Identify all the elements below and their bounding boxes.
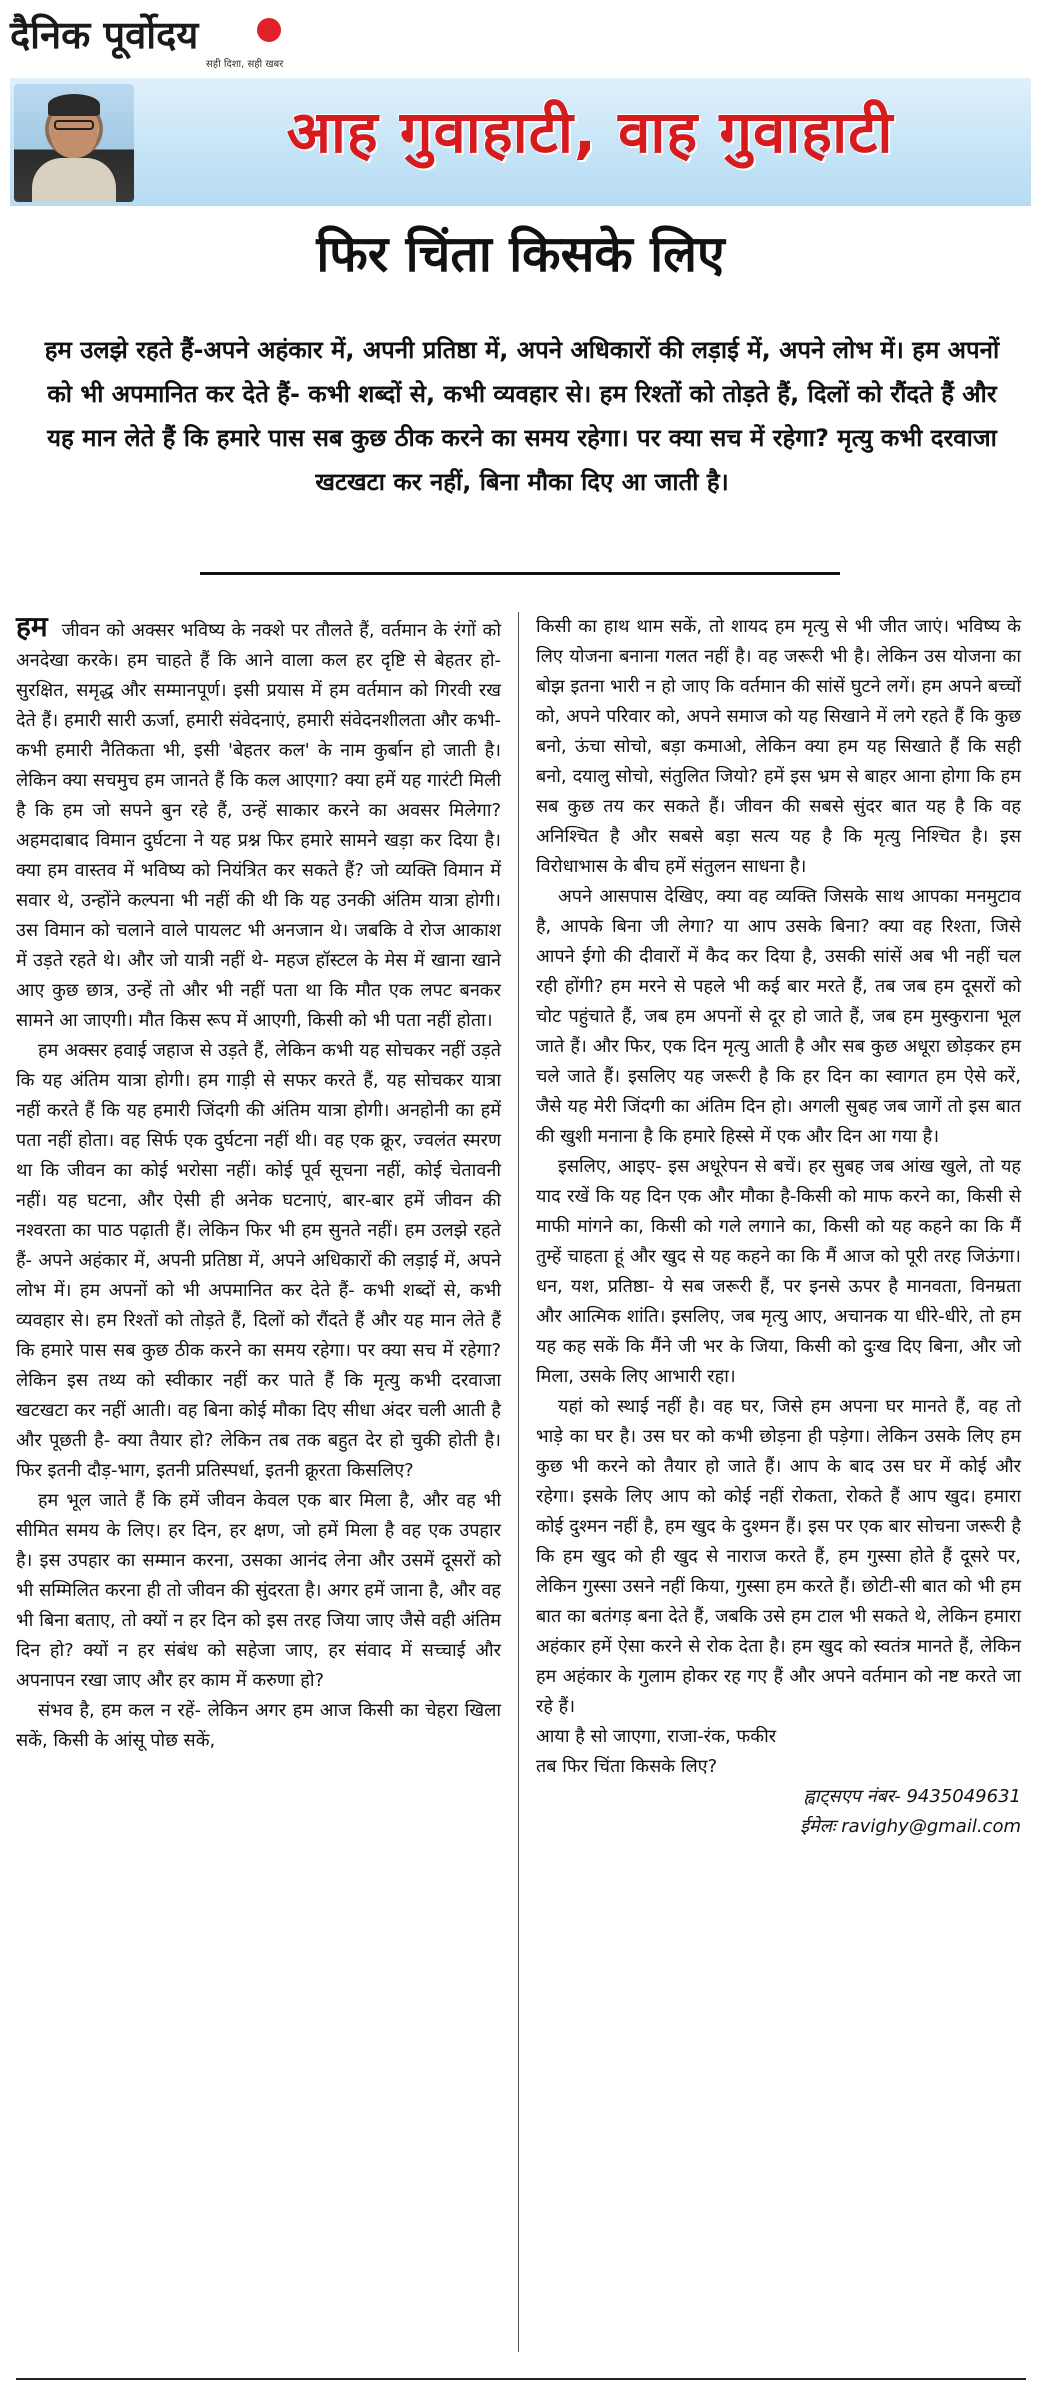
logo-dot-icon — [257, 18, 281, 42]
paragraph: हम अक्सर हवाई जहाज से उड़ते हैं, लेकिन कभी यह सोचकर नहीं उड़ते कि यह अंतिम यात्रा होगी। हम गाड़ी से सफर करते हैं, यह सोचकर यात्रा नहीं करते हैं कि यह हमारी जिंदगी की अंतिम यात्रा होगी। अनहोनी का हमें पता नहीं होता। वह सिर्फ एक दुर्घटना नहीं थी। वह एक क्रूर, ज्वलंत स्मरण था कि जीवन का कोई भरोसा नहीं। कोई पूर्व सूचना नहीं, कोई चेतावनी नहीं। यह घटना, और ऐसी ही अनेक घटनाएं, बार-बार हमें जीवन की नश्वरता का पाठ पढ़ाती हैं। लेकिन फिर भी हम सुनते नहीं। हम उलझे रहते हैं- अपने अहंकार में, अपनी प्रतिष्ठा में, अपने अधिकारों की लड़ाई में, अपने लोभ में। हम अपनों को भी अपमानित कर देते हैं- कभी शब्दों से, कभी व्यवहार से। हम रिश्तों को तोड़ते हैं, दिलों को रौंदते हैं और यह मान लेते हैं कि हमारे पास सब कुछ ठीक करने का समय रहेगा। पर क्या सच में रहेगा? लेकिन इस तथ्य को स्वीकार नहीं कर पाते हैं कि मृत्यु कभी दरवाजा खटखटा कर नहीं आती। वह बिना कोई मौका दिए सीधा अंदर चली आती है और पूछती है- क्या तैयार हो? लेकिन तब तक बहुत देर हो चुकी होती है। फिर इतनी दौड़-भाग, इतनी प्रतिस्पर्धा, इतनी क्रूरता किसलिए? — [16, 1040, 501, 1481]
paragraph-text: जीवन को अक्सर भविष्य के नक्शे पर तौलते हैं, वर्तमान के रंगों को अनदेखा करके। हम चाहते हैं कि आने वाला कल हर दृष्टि से बेहतर हो-सुरक्षित, समृद्ध और सम्मानपूर्ण। इसी प्रयास में हम वर्तमान को गिरवी रख देते हैं। हमारी सारी ऊर्जा, हमारी संवेदनाएं, हमारी संवेदनशीलता और कभी-कभी हमारी नैतिकता भी, इसी 'बेहतर कल' के नाम कुर्बान हो जाती है। लेकिन क्या सचमुच हम जानते हैं कि कल आएगा? क्या हमें यह गारंटी मिली है कि हम जो सपने बुन रहे हैं, उन्हें साकार करने का अवसर मिलेगा? अहमदाबाद विमान दुर्घटना ने यह प्रश्न फिर हमारे सामने खड़ा कर दिया है। क्या हम वास्तव में भविष्य को नियंत्रित कर सकते हैं? जो व्यक्ति विमान में सवार थे, उन्होंने कल्पना भी नहीं की थी कि यह उनकी अंतिम यात्रा होगी। उस विमान को चलाने वाले पायलट भी अनजान थे। जबकि वे रोज आकाश में उड़ते रहते थे। और जो यात्री नहीं थे- महज हॉस्टल के मेस में खाना खाने आए कुछ छात्र, उन्हें तो और भी नहीं पता था कि मौत एक लपट बनकर सामने आ जाएगी। मौत किस रूप में आएगी, किसी को भी पता नहीं होता। — [16, 620, 501, 1031]
article-headline: फिर चिंता किसके लिए — [316, 225, 725, 283]
paragraph: अपने आसपास देखिए, क्या वह व्यक्ति जिसके साथ आपका मनमुटाव है, आपके बिना जी लेगा? या आप उसके बिना? क्या वह रिश्ता, जिसे आपने ईगो की दीवारों में कैद कर दिया है, उसकी सांसें अब भी नहीं चल रही होंगी? हम मरने से पहले भी कई बार मरते हैं, तब जब हम दूसरों को चोट पहुंचाते हैं, जब हम अपनों से दूर हो जाते हैं, जब हम मुस्कुराना भूल जाते हैं। और फिर, एक दिन मृत्यु आती है और सब कुछ अधूरा छोड़कर हम चले जाते हैं। इसलिए यह जरूरी है कि हर दिन का स्वागत हम ऐसे करें, जैसे यह मेरी जिंदगी का अंतिम दिन हो। अगली सुबह जब जागें तो इस बात की खुशी मनाना है कि हमारे हिस्से में एक और दिन आ गया है। — [536, 886, 1021, 1147]
masthead — [10, 6, 1031, 70]
article-body — [16, 612, 1026, 2352]
footer-rule — [16, 2378, 1026, 2380]
drop-word: हम — [16, 610, 48, 643]
whatsapp-number[interactable]: ह्वाट्सएप नंबर- 9435049631 — [803, 1786, 1021, 1807]
email-address[interactable]: ईमेलः ravighy@gmail.com — [800, 1816, 1021, 1837]
paragraph: इसलिए, आइए- इस अधूरेपन से बचें। हर सुबह जब आंख खुले, तो यह याद रखें कि यह दिन एक और मौका है-किसी को माफ करने का, किसी से माफी मांगने का, किसी को गले लगाने का, किसी को यह कहने का कि मैं तुम्हें चाहता हूं और खुद से यह कहने का कि मैं आज को पूरी तरह जिऊंगा। धन, यश, प्रतिष्ठा- ये सब जरूरी हैं, पर इनसे ऊपर है मानवता, विनम्रता और आत्मिक शांति। इसलिए, जब मृत्यु आए, अचानक या धीरे-धीरे, तो हम यह कह सकें कि मैंने जी भर के जिया, किसी को दुःख दिए बिना, और जो मिला, उसके लिए आभारी रहा। — [536, 1156, 1021, 1387]
author-shirt — [32, 158, 116, 202]
right-column — [536, 612, 1021, 2352]
glasses-icon — [54, 120, 94, 130]
paragraph: संभव है, हम कल न रहें- लेकिन अगर हम आज किसी का चेहरा खिला सकें, किसी के आंसू पोछ सकें, — [16, 1700, 501, 1751]
logo-tagline: सही दिशा, सही खबर — [206, 59, 284, 70]
intro-divider — [200, 572, 840, 575]
author-hair — [48, 94, 100, 116]
article-intro: हम उलझे रहते हैं-अपने अहंकार में, अपनी प्रतिष्ठा में, अपने अधिकारों की लड़ाई में, अपने लोभ में। हम अपनों को भी अपमानित कर देते हैं- कभी शब्दों से, कभी व्यवहार से। हम रिश्तों को तोड़ते हैं, दिलों को रौंदते हैं और यह मान लेते हैं कि हमारे पास सब कुछ ठीक करने का समय रहेगा। पर क्या सच में रहेगा? मृत्यु कभी दरवाजा खटखटा कर नहीं, बिना मौका दिए आ जाती है। — [44, 336, 1000, 496]
column-divider — [518, 612, 519, 2352]
paragraph: यहां को स्थाई नहीं है। वह घर, जिसे हम अपना घर मानते हैं, वह तो भाड़े का घर है। उस घर को कभी छोड़ना ही पड़ेगा। लेकिन उसके लिए हम कुछ भी करने को तैयार हो जाते हैं। आप के बाद उस घर में कोई और रहेगा। इसके लिए आप को कोई नहीं रोकता, रोकते हैं आप खुद। हमारा कोई दुश्मन नहीं है, हम खुद के दुश्मन हैं। इस पर एक बार सोचना जरूरी है कि हम खुद को ही खुद से नाराज करते हैं, हम गुस्सा होते हैं दूसरे पर, लेकिन गुस्सा उसने नहीं किया, गुस्सा हम करते हैं। छोटी-सी बात को भी हम बात का बतंगड़ बना देते हैं, जबकि उसे हम टाल भी सकते थे, लेकिन हमारा अहंकार हमें ऐसा करने से रोक देता है। हम खुद को स्वतंत्र मानते हैं, लेकिन हम अहंकार के गुलाम होकर रह गए हैं और अपने वर्तमान को नष्ट करते जा रहे हैं। — [536, 1396, 1021, 1717]
poem-line: तब फिर चिंता किसके लिए? — [536, 1756, 718, 1777]
paragraph: हम भूल जाते हैं कि हमें जीवन केवल एक बार मिला है, और वह भी सीमित समय के लिए। हर दिन, हर क्षण, जो हमें मिला है वह एक उपहार है। इस उपहार का सम्मान करना, उसका आनंद लेना और उसमें दूसरों को भी सम्मिलित करना ही तो जीवन की सुंदरता है। अगर हमें जाना है, और वह भी बिना बताए, तो क्यों न हर दिन को इस तरह जिया जाए जैसे वही अंतिम दिन हो? क्यों न हर संबंध को सहेजा जाए, हर संवाद में सच्चाई और अपनापन रखा जाए और हर काम में करुणा हो? — [16, 1490, 501, 1691]
author-photo — [14, 84, 134, 202]
column-title: आह गुवाहाटी, वाह गुवाहाटी — [286, 98, 894, 166]
poem-line: आया है सो जाएगा, राजा-रंक, फकीर — [536, 1726, 777, 1747]
paragraph: किसी का हाथ थाम सकें, तो शायद हम मृत्यु से भी जीत जाएं। भविष्य के लिए योजना बनाना गलत नहीं है। वह जरूरी भी है। लेकिन उस योजना का बोझ इतना भारी न हो जाए कि वर्तमान की सांसें घुटने लगें। हम अपने बच्चों को, अपने परिवार को, अपने समाज को यह सिखाने में लगे रहते हैं कि कुछ बनो, ऊंचा सोचो, बड़ा कमाओ, लेकिन क्या हम यह सिखाते हैं कि सही बनो, दयालु सोचो, संतुलित जियो? हमें इस भ्रम से बाहर आना होगा कि हम सब कुछ तय कर सकते हैं। जीवन की सबसे सुंदर बात यह है कि वह अनिश्चित है और सबसे बड़ा सत्य यह है कि मृत्यु निश्चित है। इस विरोधाभास के बीच हमें संतुलन साधना है। — [536, 616, 1021, 877]
paragraph — [16, 612, 501, 1036]
column-banner — [10, 78, 1031, 206]
newspaper-logo[interactable]: दैनिक पूर्वोदय — [10, 13, 199, 57]
left-column — [16, 612, 501, 2352]
